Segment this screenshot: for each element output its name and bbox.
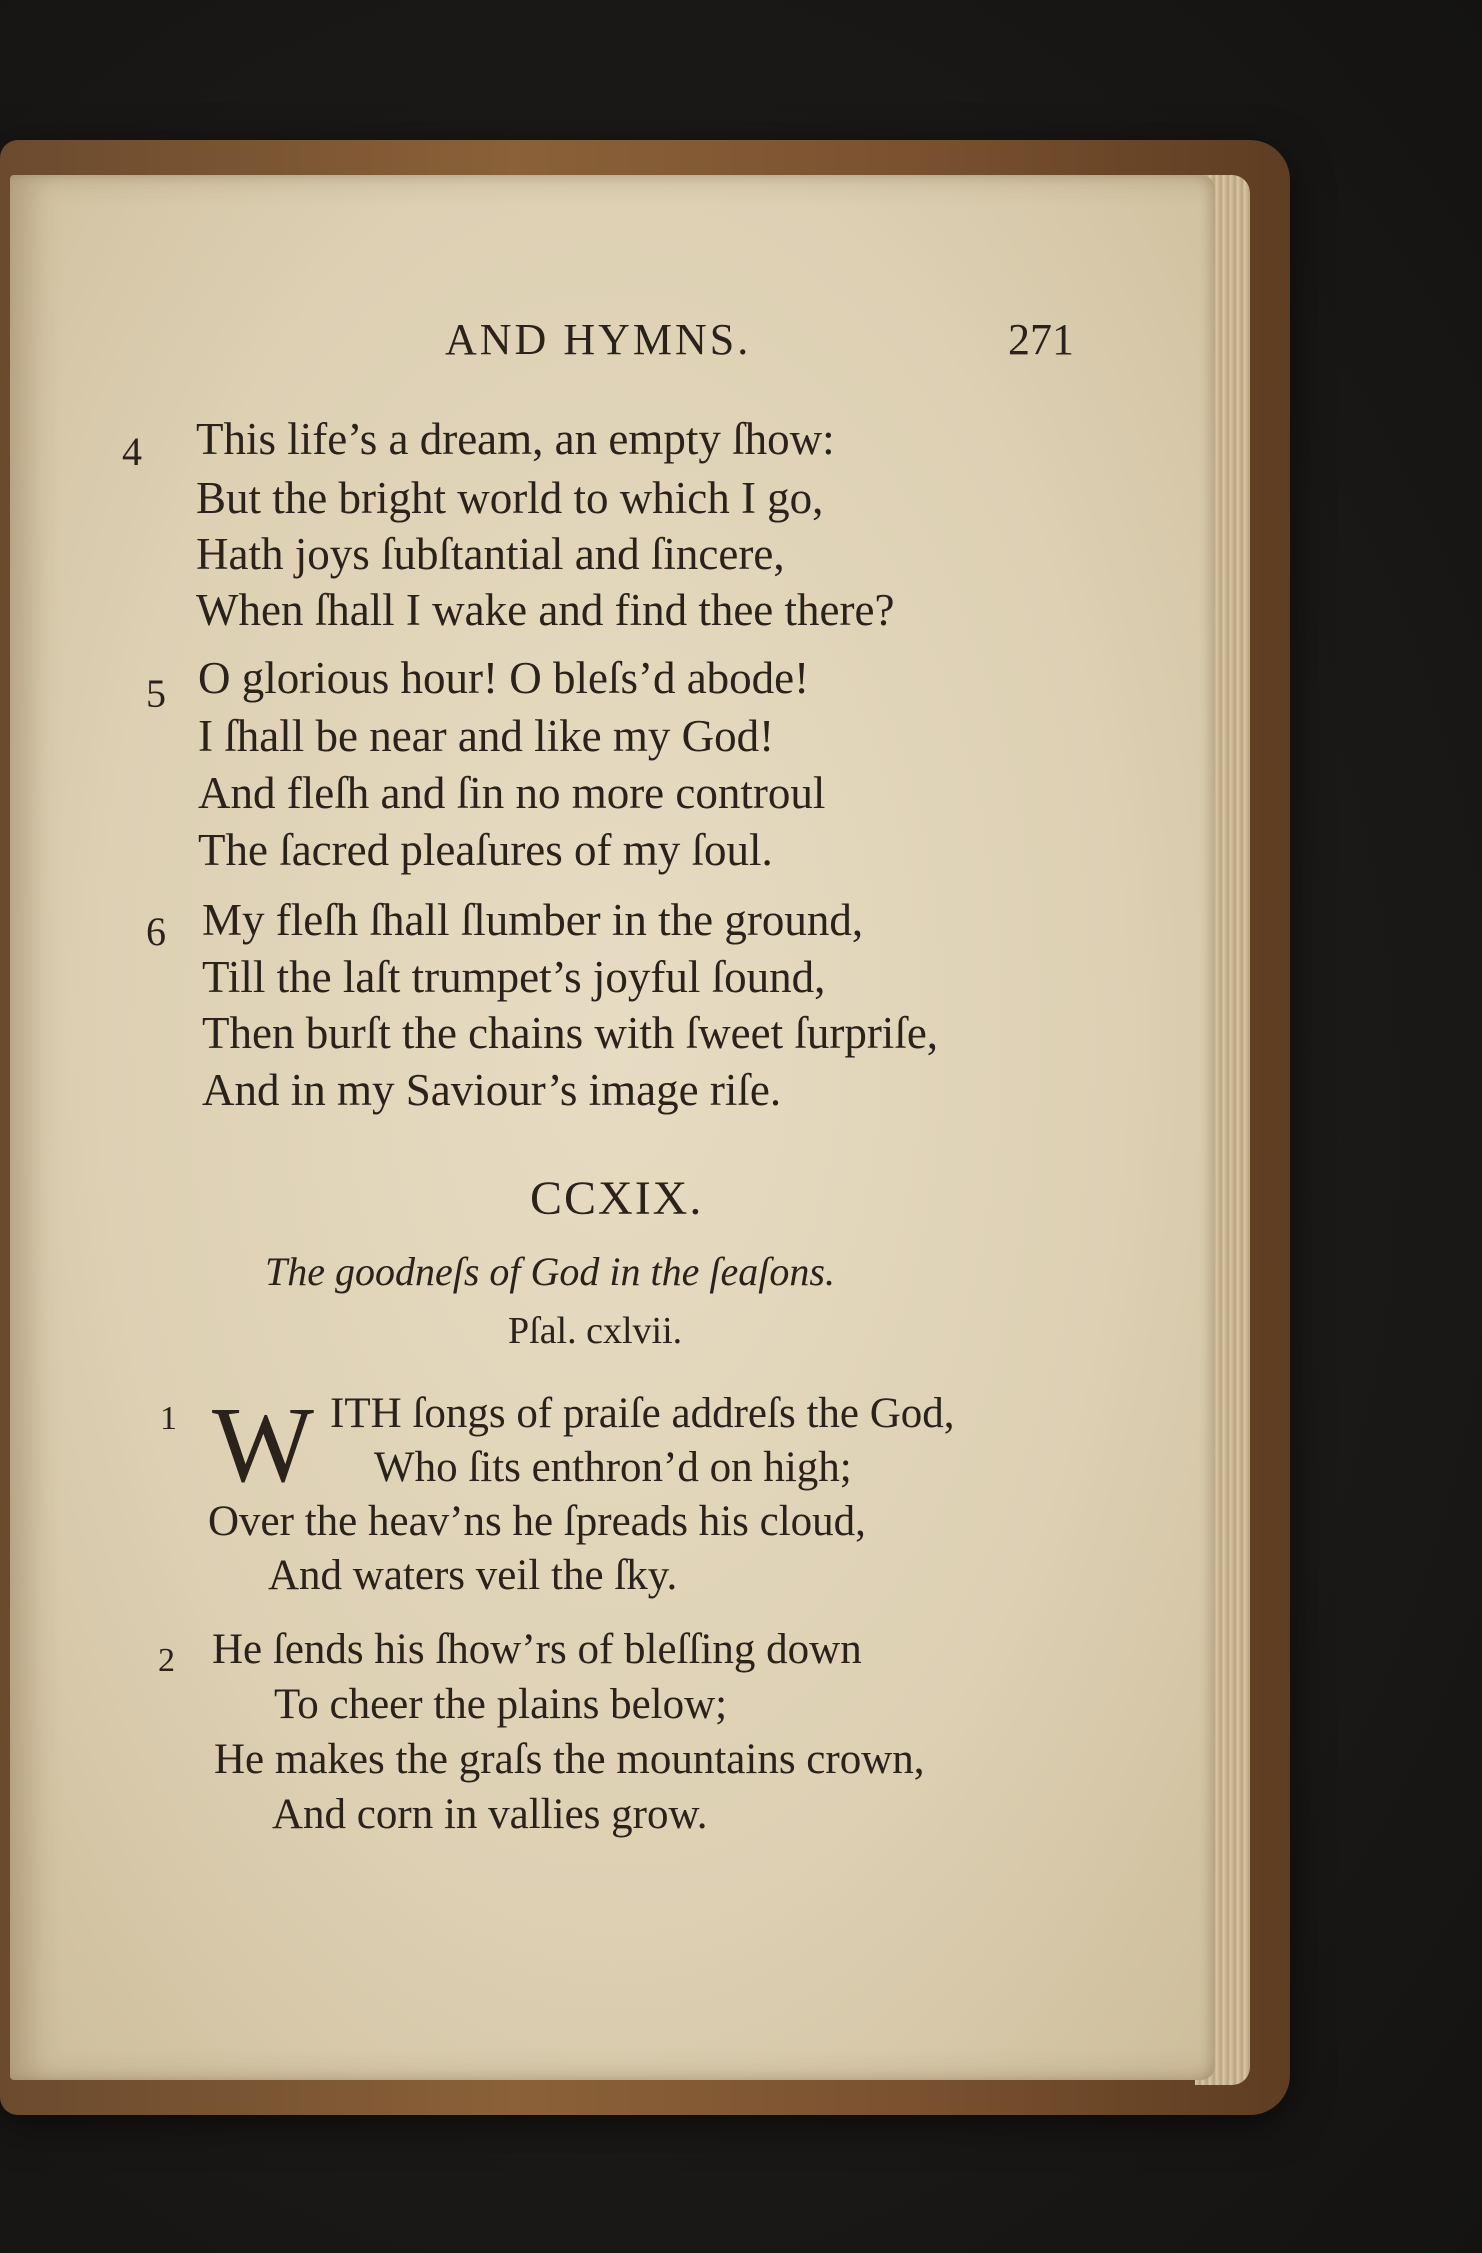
verse-line: To cheer the plains below;	[274, 1681, 728, 1728]
verse-number: 1	[160, 1400, 177, 1437]
hymn-subtitle: The goodneſs of God in the ſeaſons.	[265, 1249, 835, 1294]
verse-line: Over the heav’ns he ſpreads his cloud,	[208, 1498, 866, 1545]
verse-line: I ſhall be near and like my God!	[198, 711, 775, 761]
running-head: AND HYMNS.	[445, 315, 752, 364]
verse-line: And corn in vallies grow.	[272, 1791, 708, 1838]
hymn-reference: Pſal. cxlvii.	[508, 1310, 683, 1352]
verse-line: He ſends his ſhow’rs of bleſſing down	[212, 1626, 862, 1673]
drop-cap: W	[212, 1386, 314, 1505]
verse-line: Hath joys ſubſtantial and ſincere,	[196, 529, 785, 579]
verse-number: 4	[122, 429, 142, 474]
verse-line: But the bright world to which I go,	[196, 473, 824, 523]
verse-line: The ſacred pleaſures of my ſoul.	[198, 825, 773, 875]
verse-line: And in my Saviour’s image riſe.	[202, 1065, 782, 1115]
verse-line: And waters veil the ſky.	[268, 1552, 678, 1599]
verse-line: ITH ſongs of praiſe addreſs the God,	[330, 1390, 955, 1437]
verse-line: O glorious hour! O bleſs’d abode!	[198, 653, 810, 703]
page-number: 271	[1008, 315, 1074, 364]
verse-line: Till the laſt trumpet’s joyful ſound,	[202, 952, 826, 1002]
verse-line: This life’s a dream, an empty ſhow:	[196, 414, 835, 464]
verse-line: My fleſh ſhall ſlumber in the ground,	[202, 895, 864, 945]
verse-line: Then burſt the chains with ſweet ſurpriſe,	[202, 1008, 939, 1058]
hymn-number: CCXIX.	[530, 1172, 704, 1225]
verse-line: Who ſits enthron’d on high;	[374, 1444, 852, 1491]
verse-number: 6	[146, 909, 166, 954]
verse-number: 2	[158, 1642, 175, 1679]
verse-line: When ſhall I wake and find thee there?	[196, 585, 895, 635]
verse-line: He makes the graſs the mountains crown,	[214, 1736, 925, 1783]
verse-number: 5	[146, 671, 166, 716]
verse-line: And fleſh and ſin no more controul	[198, 768, 826, 818]
